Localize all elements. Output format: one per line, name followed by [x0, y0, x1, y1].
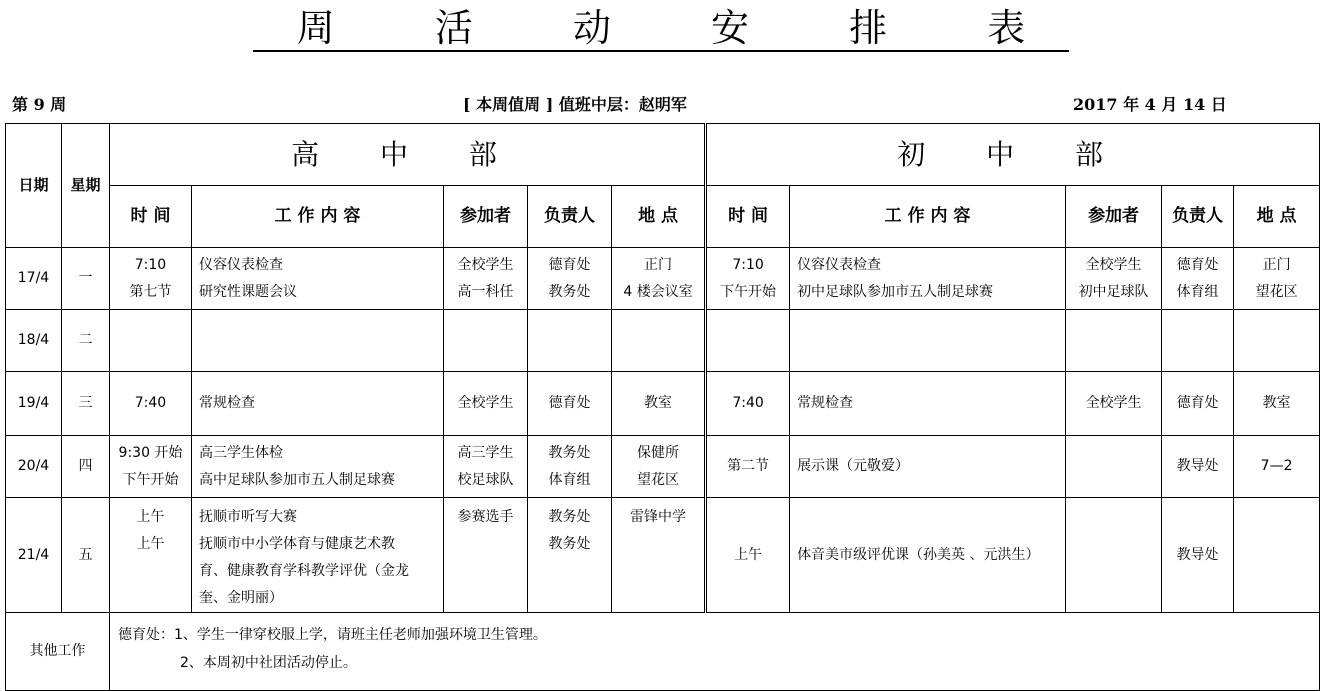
junior-time-text: 7:10: [732, 256, 764, 273]
senior-location-text: 雷锋中学: [630, 509, 687, 525]
senior-location-text: 保健所: [637, 444, 680, 461]
junior-content-text: 常规检查: [797, 395, 854, 411]
junior-time-cell: [706, 498, 790, 613]
row-date: 21/4: [6, 498, 62, 613]
junior-content-cell: [790, 498, 1066, 613]
senior-participants-cell: [444, 498, 528, 613]
senior-content-cell: [192, 248, 444, 310]
schedule-row: [6, 372, 1320, 436]
junior-location-text: 正门: [1262, 256, 1291, 273]
header-participants: 参加者: [1066, 186, 1162, 248]
junior-participants-cell: [1066, 498, 1162, 613]
senior-responsible-text: 教务处: [548, 444, 591, 461]
schedule-row: [6, 310, 1320, 372]
row-date: 20/4: [6, 436, 62, 498]
senior-participants-text: 高一科任: [457, 283, 514, 300]
junior-responsible-cell: [1162, 372, 1234, 436]
row-date: 19/4: [6, 372, 62, 436]
junior-time-text: 第二节: [727, 458, 770, 474]
junior-content-cell: [790, 436, 1066, 498]
senior-responsible-cell: [528, 372, 612, 436]
junior-content-text: 初中足球队参加市五人制足球赛: [797, 283, 994, 300]
senior-participants-text: 全校学生: [457, 256, 514, 273]
header-location: 地 点: [612, 186, 706, 248]
senior-location-text: 正门: [644, 256, 673, 273]
senior-participants-text: 高三学生: [457, 444, 514, 461]
senior-location-text: 教室: [644, 395, 673, 411]
senior-content-text: 常规检查: [199, 395, 255, 411]
senior-content-cell: [192, 310, 444, 372]
schedule-row: [6, 498, 1320, 613]
junior-content-cell: [790, 372, 1066, 436]
row-weekday: 四: [62, 436, 110, 498]
row-weekday: 三: [62, 372, 110, 436]
junior-location-cell: [1234, 248, 1320, 310]
senior-participants-cell: [444, 248, 528, 310]
senior-content-text: 奎、金明丽）: [199, 590, 283, 606]
senior-content-text: 仪容仪表检查: [199, 256, 283, 273]
header-junior: 初 中 部: [706, 124, 1320, 186]
senior-participants-cell: [444, 372, 528, 436]
junior-participants-text: 全校学生: [1085, 395, 1142, 411]
junior-location-text: 望花区: [1255, 283, 1298, 300]
junior-location-cell: [1234, 372, 1320, 436]
schedule-row: [6, 436, 1320, 498]
senior-location-cell: [612, 372, 706, 436]
junior-responsible-text: 德育处: [1176, 256, 1219, 273]
row-weekday: 五: [62, 498, 110, 613]
page-title: 周 活 动 安 排 表: [0, 6, 1322, 52]
senior-time-cell: [110, 498, 192, 613]
row-date: 17/4: [6, 248, 62, 310]
row-date: 18/4: [6, 310, 62, 372]
header-responsible: 负责人: [1162, 186, 1234, 248]
duty-officer: [ 本周值周 ] 值班中层：赵明军: [463, 95, 687, 114]
senior-time-cell: [110, 372, 192, 436]
senior-location-cell: [612, 248, 706, 310]
senior-content-cell: [192, 498, 444, 613]
senior-responsible-text: 教务处: [548, 536, 591, 552]
junior-location-cell: [1234, 498, 1320, 613]
junior-content-cell: [790, 310, 1066, 372]
senior-responsible-cell: [528, 248, 612, 310]
other-work-line: 2、本周初中社团活动停止。: [180, 655, 357, 671]
senior-time-text: 7:10: [134, 256, 167, 273]
junior-time-cell: [706, 248, 790, 310]
senior-time-text: 9:30 开始: [118, 444, 183, 461]
senior-time-cell: [110, 248, 192, 310]
junior-time-text: 上午: [734, 546, 763, 563]
senior-responsible-text: 德育处: [548, 256, 591, 273]
senior-location-cell: [612, 498, 706, 613]
schedule-row: [6, 248, 1320, 310]
senior-responsible-cell: [528, 498, 612, 613]
junior-content-cell: [790, 248, 1066, 310]
senior-time-text: 第七节: [129, 283, 172, 300]
header-time: 时 间: [706, 186, 790, 248]
header-senior: 高 中 部: [110, 124, 706, 186]
senior-time-cell: [110, 310, 192, 372]
junior-time-cell: [706, 310, 790, 372]
senior-content-text: 研究性课题会议: [199, 283, 297, 300]
senior-content-text: 抚顺市中小学体育与健康艺术教: [199, 536, 395, 552]
junior-responsible-cell: [1162, 436, 1234, 498]
junior-responsible-text: 体育组: [1176, 283, 1219, 300]
senior-content-cell: [192, 436, 444, 498]
header-content: 工 作 内 容: [790, 186, 1066, 248]
header-time: 时 间: [110, 186, 192, 248]
senior-time-text: 上午: [136, 509, 165, 525]
schedule-table: [5, 123, 1320, 691]
senior-location-cell: [612, 436, 706, 498]
junior-content-text: 体音美市级评优课（孙美英 、元洪生）: [797, 546, 1040, 563]
other-work-line: 德育处：1、学生一律穿校服上学，请班主任老师加强环境卫生管理。: [118, 627, 547, 643]
junior-participants-text: 全校学生: [1085, 256, 1142, 273]
senior-participants-cell: [444, 436, 528, 498]
junior-location-text: 教室: [1262, 395, 1291, 411]
junior-time-text: 下午开始: [720, 283, 777, 300]
week-number: 第 9 周: [12, 95, 67, 114]
senior-participants-text: 校足球队: [457, 471, 514, 488]
senior-location-cell: [612, 310, 706, 372]
senior-participants-text: 参赛选手: [457, 509, 514, 525]
senior-participants-cell: [444, 310, 528, 372]
senior-content-text: 高三学生体检: [199, 444, 283, 461]
senior-content-cell: [192, 372, 444, 436]
other-work-content: [110, 613, 1320, 691]
junior-responsible-text: 德育处: [1176, 395, 1219, 411]
junior-responsible-text: 教导处: [1176, 458, 1219, 474]
junior-participants-cell: [1066, 310, 1162, 372]
junior-time-cell: [706, 436, 790, 498]
senior-time-cell: [110, 436, 192, 498]
senior-time-text: 7:40: [134, 395, 167, 411]
row-weekday: 二: [62, 310, 110, 372]
senior-responsible-text: 体育组: [548, 471, 591, 488]
senior-responsible-cell: [528, 436, 612, 498]
junior-participants-cell: [1066, 372, 1162, 436]
senior-responsible-text: 德育处: [548, 395, 591, 411]
junior-responsible-cell: [1162, 498, 1234, 613]
junior-responsible-cell: [1162, 310, 1234, 372]
senior-responsible-cell: [528, 310, 612, 372]
junior-time-cell: [706, 372, 790, 436]
senior-location-text: 望花区: [637, 471, 680, 488]
junior-location-text: 7—2: [1260, 458, 1293, 474]
senior-time-text: 上午: [136, 536, 165, 552]
senior-participants-text: 全校学生: [457, 395, 514, 411]
senior-content-text: 育、健康教育学科教学评优（金龙: [199, 563, 409, 579]
header-participants: 参加者: [444, 186, 528, 248]
header-date: 日期: [6, 124, 62, 248]
senior-responsible-text: 教务处: [548, 283, 591, 300]
senior-location-text: 4 楼会议室: [623, 283, 693, 300]
junior-time-text: 7:40: [732, 395, 764, 411]
senior-content-text: 抚顺市听写大赛: [199, 509, 297, 525]
junior-participants-cell: [1066, 248, 1162, 310]
junior-participants-cell: [1066, 436, 1162, 498]
other-work-label: 其他工作: [6, 613, 110, 691]
issue-date: 2017 年 4 月 14 日: [1073, 95, 1227, 114]
senior-time-text: 下午开始: [122, 471, 179, 488]
junior-participants-text: 初中足球队: [1078, 283, 1149, 300]
junior-location-cell: [1234, 310, 1320, 372]
senior-content-text: 高中足球队参加市五人制足球赛: [199, 471, 395, 488]
header-content: 工 作 内 容: [192, 186, 444, 248]
junior-location-cell: [1234, 436, 1320, 498]
junior-content-text: 仪容仪表检查: [797, 256, 882, 273]
junior-content-text: 展示课（元敬爱）: [797, 458, 910, 474]
header-weekday: 星期: [62, 124, 110, 248]
junior-responsible-text: 教导处: [1176, 546, 1219, 563]
row-weekday: 一: [62, 248, 110, 310]
senior-responsible-text: 教务处: [548, 509, 591, 525]
junior-responsible-cell: [1162, 248, 1234, 310]
header-location: 地 点: [1234, 186, 1320, 248]
header-responsible: 负责人: [528, 186, 612, 248]
